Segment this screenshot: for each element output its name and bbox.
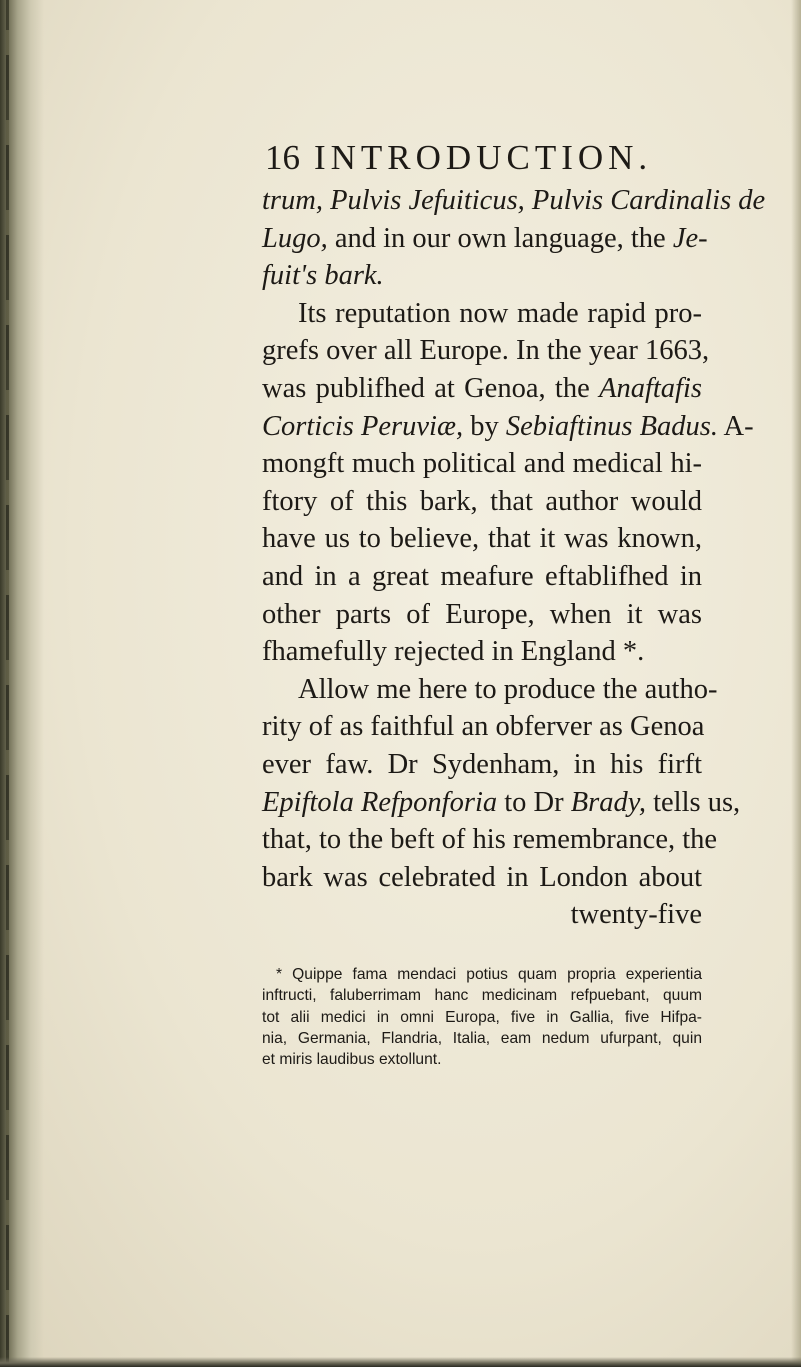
text-line: rity of as faithful an obferver as Genoa — [262, 711, 705, 743]
text-line: ftory of this bark, that author would — [262, 485, 702, 517]
page-right-edge — [791, 0, 801, 1367]
text-line: Corticis Peruviæ, by Sebiaftinus Badus. A- — [262, 410, 754, 442]
running-header — [265, 138, 685, 178]
text-line: Lugo, and in our own language, the Je- — [262, 222, 708, 254]
footnote-line: nia, Germania, Flandria, Italia, eam nedum ufurpant, quin — [262, 1029, 702, 1047]
page-number: 16 — [265, 138, 300, 177]
text-line: was publifhed at Genoa, the Anaftafis — [262, 372, 702, 404]
text-line: trum, Pulvis Jefuiticus, Pulvis Cardinalis de — [262, 185, 766, 216]
catchword: twenty-five — [570, 899, 702, 931]
page-bottom-edge — [0, 1357, 801, 1367]
text-line: have us to believe, that it was known, — [262, 523, 702, 555]
running-title: INTRODUCTION. — [314, 138, 653, 177]
footnote — [262, 964, 702, 1070]
text-line: other parts of Europe, when it was — [262, 598, 702, 630]
footnote-line: inftructi, faluberrimam hanc medicinam refpuebant, quum — [262, 987, 702, 1005]
text-line: ever faw. Dr Sydenham, in his firft — [262, 748, 702, 780]
text-line: fuit's bark. — [262, 260, 384, 292]
footnote-line: et miris laudibus extollunt. — [262, 1051, 442, 1069]
text-line: and in a great meafure eftablifhed in — [262, 560, 702, 592]
text-line: Its reputation now made rapid pro- — [298, 297, 702, 329]
footnote-line: tot alii medici in omni Europa, five in Gallia, five Hifpa- — [262, 1008, 702, 1026]
text-line: fhamefully rejected in England *. — [262, 636, 645, 668]
text-line: that, to the beft of his remembrance, the — [262, 824, 718, 856]
text-line: mongft much political and medical hi- — [262, 448, 702, 480]
footnote-line: * Quippe fama mendaci potius quam propria experientia — [276, 966, 702, 983]
book-binding-edge — [0, 0, 44, 1367]
body-text — [262, 182, 766, 934]
text-line: Allow me here to produce the autho- — [298, 673, 718, 705]
text-line: Epiftola Refponforia to Dr Brady, tells us, — [262, 786, 741, 818]
text-line: bark was celebrated in London about — [262, 861, 702, 893]
text-line: grefs over all Europe. In the year 1663, — [262, 335, 710, 367]
